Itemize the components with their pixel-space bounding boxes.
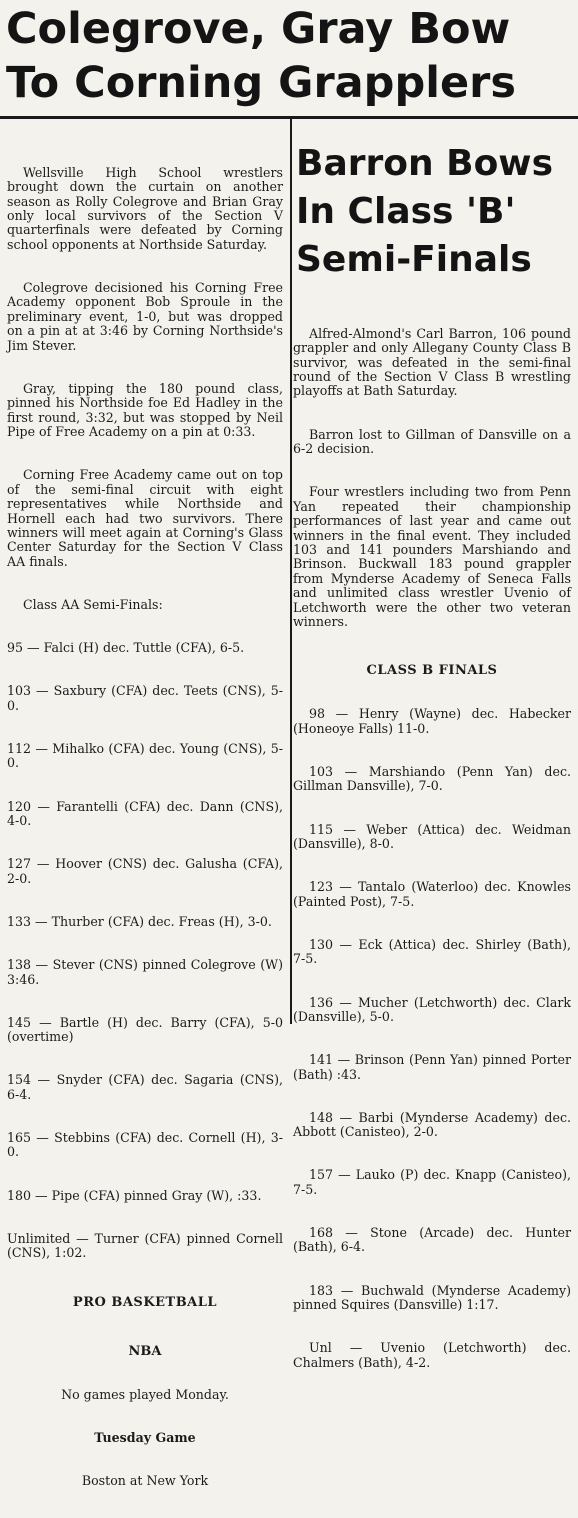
result-line: 138 — Stever (CNS) pinned Colegrove (W) 3:46. [7, 957, 288, 987]
main-headline [6, 2, 576, 110]
column-divider [290, 118, 292, 1024]
game-heading: Tuesday Game [94, 1430, 196, 1446]
result-line: Unlimited — Turner (CFA) pinned Cornell (CNS), 1:02. [7, 1230, 288, 1261]
finals-line: 168 — Stone (Arcade) dec. Hunter (Bath), 6-4. [293, 1225, 576, 1255]
sub-headline-line-1: Barron Bows [296, 143, 553, 184]
pro-basketball-heading: PRO BASKETBALL [72, 1294, 218, 1310]
result-line: 112 — Mihalko (CFA) dec. Young (CNS), 5-0. [7, 741, 283, 771]
finals-line: 98 — Henry (Wayne) dec. Habecker (Honeoye Falls) 11-0. [293, 706, 576, 736]
sub-headline-line-2: In Class 'B' [296, 191, 516, 232]
finals-line: 115 — Weber (Attica) dec. Weidman (Dansville), 8-0. [293, 821, 576, 852]
finals-line: 103 — Marshiando (Penn Yan) dec. Gillman Dansville), 7-0. [293, 764, 576, 794]
semi-finals-label: Class AA Semi-Finals: [23, 597, 163, 612]
finals-line: 141 — Brinson (Penn Yan) pinned Porter (Bath) :43. [293, 1052, 576, 1082]
finals-line: 183 — Buchwald (Mynderse Academy) pinned Squires (Dansville) 1:17. [293, 1282, 576, 1313]
result-line: 103 — Saxbury (CFA) dec. Teets (CNS), 5-0. [7, 683, 283, 713]
article-paragraph: Barron lost to Gillman of Dansville on a 6-2 decision. [293, 426, 576, 457]
headline-rule [0, 116, 578, 119]
result-line: 145 — Bartle (H) dec. Barry (CFA), 5-0 (overtime) [7, 1014, 288, 1045]
class-b-finals-heading: CLASS B FINALS [366, 663, 498, 679]
finals-line: 136 — Mucher (Letchworth) dec. Clark (Dansville), 5-0. [293, 994, 576, 1024]
article-paragraph: Alfred-Almond's Carl Barron, 106 pound grappler and only Allegany County Class B survivor, was defeated in the semi-final round of the Section V Class B wrestling playoffs at Bath Saturday. [293, 325, 576, 399]
article-paragraph: Colegrove decisioned his Corning Free Academy opponent Bob Sproule in the preliminary event, 1-0, but was dropped on a pin at at 3:46 by Corning Northside's Jim Stever. [7, 280, 288, 353]
game-line: Boston at New York [81, 1473, 209, 1489]
finals-line: 123 — Tantalo (Waterloo) dec. Knowles (Painted Post), 7-5. [293, 879, 576, 909]
finals-line: 130 — Eck (Attica) dec. Shirley (Bath), 7-5. [293, 936, 576, 967]
result-line: 165 — Stebbins (CFA) dec. Cornell (H), 3-0. [7, 1130, 283, 1160]
main-headline-line-2: To Corning Grapplers [6, 58, 516, 108]
no-games-text: No games played Monday. [61, 1386, 229, 1402]
article-paragraph: Wellsville High School wrestlers brought down the curtain on another season as Rolly Colegrove and Brian Gray only local survivors of the Section V quarterfinals were defeated by Corning school opponents at Northside Saturday. [7, 164, 288, 252]
result-line: 180 — Pipe (CFA) pinned Gray (W), :33. [7, 1187, 262, 1203]
nba-heading: NBA [128, 1343, 162, 1359]
article-paragraph: Corning Free Academy came out on top of the semi-final circuit with eight representatives while Northside and Hornell each had two survivors. There winners will meet again at Corning's Glass Center Saturday for the Section V Class AA finals. [7, 467, 288, 569]
result-line: 127 — Hoover (CNS) dec. Galusha (CFA), 2-0. [7, 856, 288, 886]
sub-headline-line-3: Semi-Finals [296, 239, 532, 280]
article-paragraph: Gray, tipping the 180 pound class, pinned his Northside foe Ed Hadley in the first round, 3:32, but was stopped by Neil Pipe of Free Academy on a pin at 0:33. [7, 380, 288, 440]
main-headline-line-1: Colegrove, Gray Bow [6, 4, 511, 54]
result-line: 95 — Falci (H) dec. Tuttle (CFA), 6-5. [7, 640, 245, 656]
finals-line: Unl — Uvenio (Letchworth) dec. Chalmers (Bath), 4-2. [293, 1340, 576, 1370]
sub-headline [296, 140, 576, 284]
result-line: 154 — Snyder (CFA) dec. Sagaria (CNS), 6-4. [7, 1072, 288, 1102]
right-article [293, 298, 576, 1399]
finals-line: 148 — Barbi (Mynderse Academy) dec. Abbott (Canisteo), 2-0. [293, 1109, 576, 1140]
left-article [7, 137, 288, 1518]
article-paragraph: Four wrestlers including two from Penn Yan repeated their championship performances of last year and came out winners in the final event. They included 103 and 141 pounders Marshiando and Brinson. Buckwall 183 pound grappler from Mynderse Academy of Seneca Falls and unlimited class wrestler Uvenio of Letchworth were the other two veteran winners. [293, 484, 576, 629]
result-line: 133 — Thurber (CFA) dec. Freas (H), 3-0. [7, 913, 272, 929]
finals-line: 157 — Lauko (P) dec. Knapp (Canisteo), 7-5. [293, 1167, 576, 1197]
result-line: 120 — Farantelli (CFA) dec. Dann (CNS), 4-0. [7, 798, 288, 829]
